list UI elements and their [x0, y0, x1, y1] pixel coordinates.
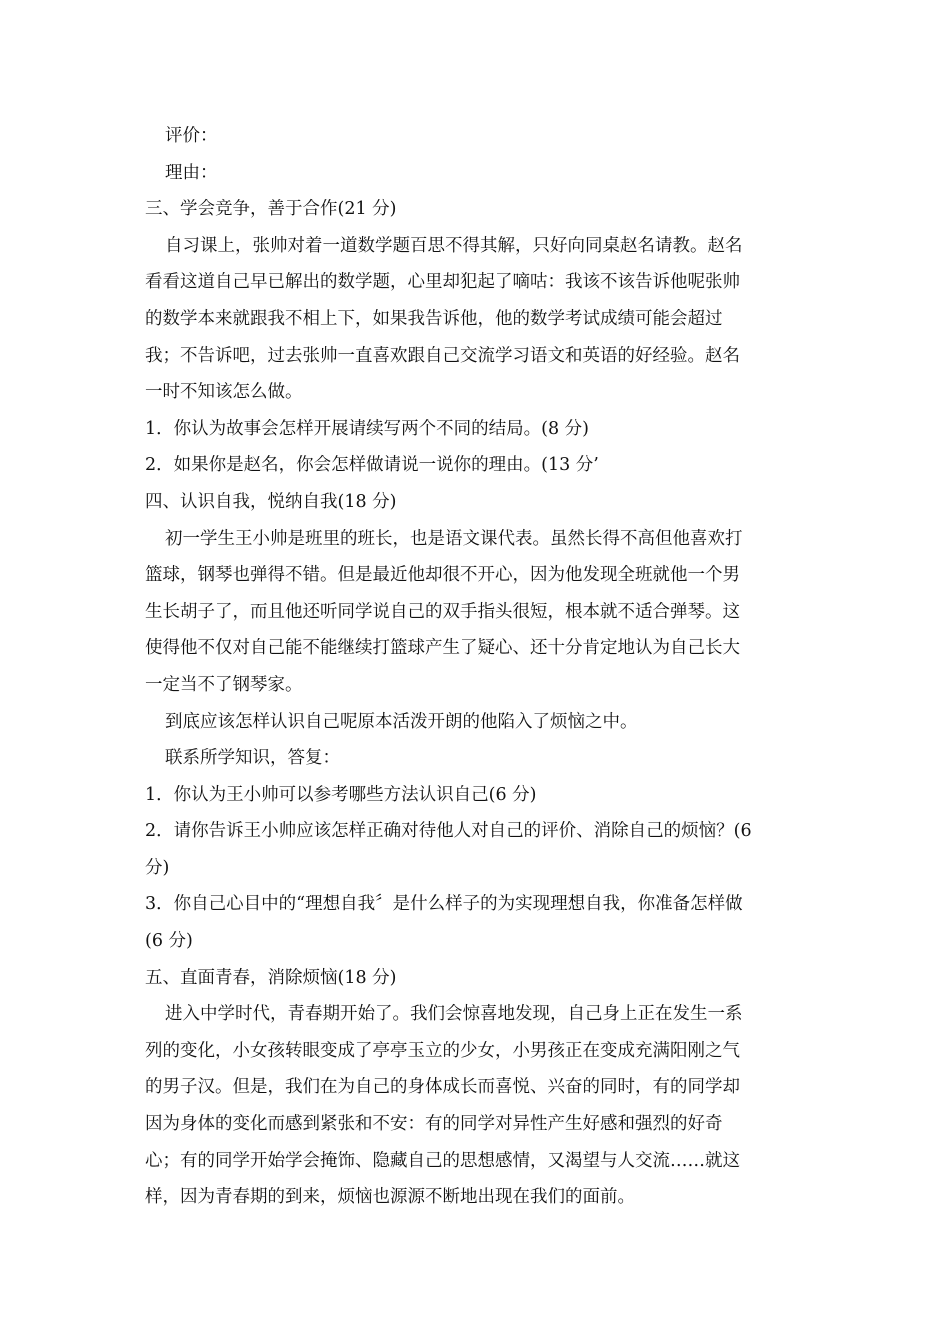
reason-label: 理由：: [165, 162, 218, 183]
section-5-story-line-5: 心；有的同学开始学会掩饰、隐藏自己的思想感情，又渴望与人交流……就这: [145, 1150, 740, 1171]
section-3-story-line-4: 我；不告诉吧，过去张帅一直喜欢跟自己交流学习语文和英语的好经验。赵名: [145, 345, 740, 366]
section-4-question-3: 3．你自己心目中的“理想自我〞是什么样子的为实现理想自我，你准备怎样做: [145, 894, 743, 915]
section-4-instruction: 联系所学知识，答复：: [165, 748, 340, 769]
section-3-story-line-5: 一时不知该怎么做。: [145, 382, 303, 403]
section-5-story-line-3: 的男子汉。但是，我们在为自己的身体成长而喜悦、兴奋的同时，有的同学却: [145, 1077, 740, 1098]
section-4-story-line-5: 一定当不了钢琴家。: [145, 674, 303, 695]
section-5-story-line-1: 进入中学时代，青春期开始了。我们会惊喜地发现，自己身上正在发生一系: [165, 1004, 743, 1025]
section-3-story-line-1: 自习课上，张帅对着一道数学题百思不得其解，只好向同桌赵名请教。赵名: [165, 235, 743, 256]
section-5-story-line-6: 样，因为青春期的到来，烦恼也源源不断地出现在我们的面前。: [145, 1187, 635, 1208]
section-4-question-3-cont: (6 分): [145, 931, 193, 952]
document-page: [145, 118, 805, 1216]
section-4-question-2-cont: 分): [145, 857, 170, 878]
section-3-story-line-3: 的数学本来就跟我不相上下，如果我告诉他，他的数学考试成绩可能会超过: [145, 308, 723, 329]
evaluation-label: 评价：: [165, 126, 218, 146]
section-4-story-line-2: 篮球，钢琴也弹得不错。但是最近他却很不开心，因为他发现全班就他一个男: [145, 565, 740, 586]
section-4-question-2: 2．请你告诉王小帅应该怎样正确对待他人对自己的评价、消除自己的烦恼？(6: [145, 821, 752, 842]
section-3-story-line-2: 看看这道自己早已解出的数学题，心里却犯起了嘀咕：我该不该告诉他呢张帅: [145, 272, 740, 293]
section-4-story-line-1: 初一学生王小帅是班里的班长，也是语文课代表。虽然长得不高但他喜欢打: [165, 528, 743, 549]
section-3-question-1: 1．你认为故事会怎样开展请续写两个不同的结局。(8 分): [145, 418, 589, 439]
section-5-heading: 五、直面青春，消除烦恼(18 分): [145, 967, 397, 988]
section-4-story-line-3: 生长胡子了，而且他还听同学说自己的双手指头很短，根本就不适合弹琴。这: [145, 601, 740, 622]
section-5-story-line-4: 因为身体的变化而感到紧张和不安：有的同学对异性产生好感和强烈的好奇: [145, 1114, 723, 1135]
section-5-story-line-2: 列的变化，小女孩转眼变成了亭亭玉立的少女，小男孩正在变成充满阳刚之气: [145, 1040, 740, 1061]
section-4-paragraph-2: 到底应该怎样认识自己呢原本活泼开朗的他陷入了烦恼之中。: [165, 711, 638, 732]
section-3-question-2: 2．如果你是赵名，你会怎样做请说一说你的理由。(13 分’: [145, 455, 599, 476]
section-4-question-1: 1．你认为王小帅可以参考哪些方法认识自己(6 分): [145, 784, 537, 805]
section-4-heading: 四、认识自我，悦纳自我(18 分): [145, 491, 397, 512]
section-3-heading: 三、学会竞争，善于合作(21 分): [145, 199, 397, 220]
section-4-story-line-4: 使得他不仅对自己能不能继续打篮球产生了疑心、还十分肯定地认为自己长大: [145, 638, 740, 659]
